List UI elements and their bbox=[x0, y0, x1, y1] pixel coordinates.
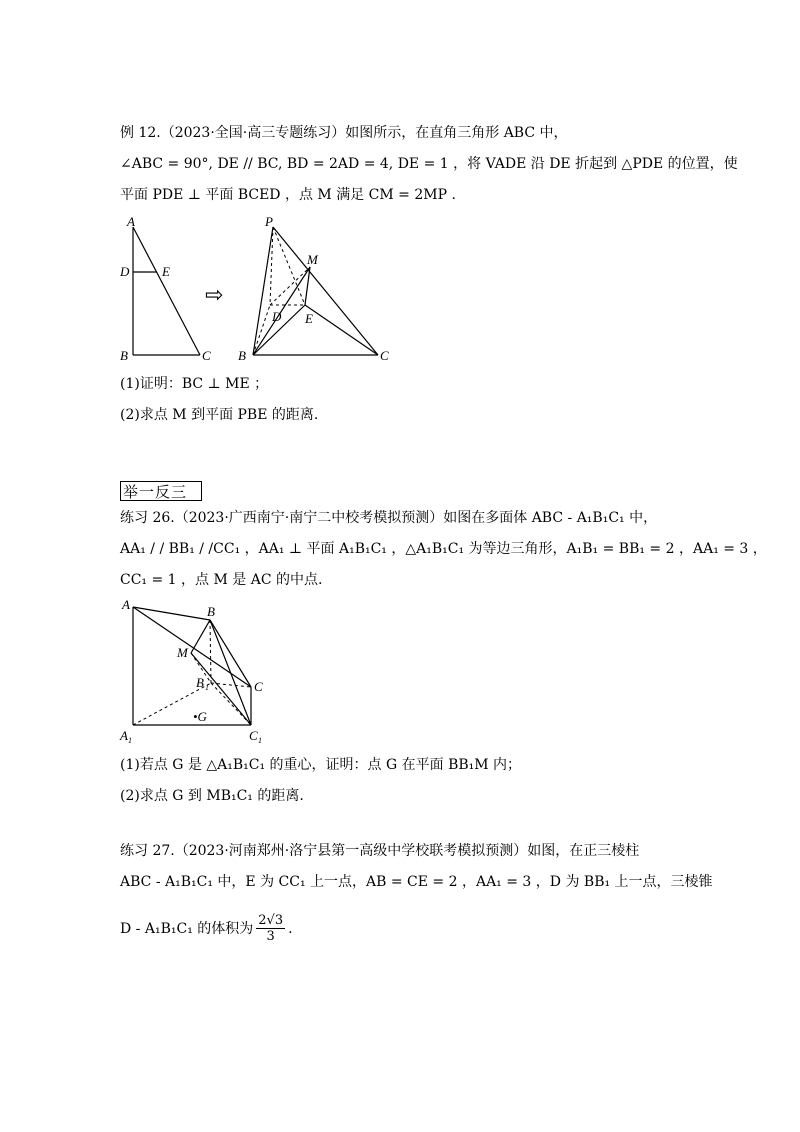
fraction-denominator: 3 bbox=[266, 929, 275, 944]
label-P: P bbox=[265, 214, 273, 229]
label-D2: D bbox=[272, 309, 282, 324]
practice26-question2: (2)求点 G 到 MB₁C₁ 的距离. bbox=[120, 788, 304, 804]
practice26-line2: AA₁ / / BB₁ / /CC₁ ，AA₁ ⊥ 平面 A₁B₁C₁ ，△A₁B₁C₁ 为等边三角形，A₁B₁ = BB₁ = 2 ，AA₁ = 3 ， bbox=[120, 541, 767, 557]
example12-question2: (2)求点 M 到平面 PBE 的距离. bbox=[120, 407, 319, 423]
label-E2: E bbox=[305, 311, 313, 326]
fraction-numerator: 2√3 bbox=[258, 913, 284, 928]
label-B: B bbox=[207, 604, 215, 619]
label-A: A bbox=[122, 597, 130, 612]
label-D: D bbox=[120, 264, 130, 279]
label-A1: A bbox=[120, 728, 128, 743]
label-C2: C bbox=[380, 348, 389, 363]
practice26-line1: 练习 26.（2023·广西南宁·南宁二中校考模拟预测）如图在多面体 ABC - A₁B₁C₁ 中， bbox=[120, 510, 658, 526]
practice27-line3 bbox=[120, 913, 293, 944]
label-B2: B bbox=[238, 348, 246, 363]
example12-line3: 平面 PDE ⊥ 平面 BCED ，点 M 满足 CM = 2MP . bbox=[120, 187, 456, 203]
label-A: A bbox=[127, 214, 135, 229]
practice26-polyhedron-figure bbox=[115, 595, 275, 745]
practice27-line1: 练习 27.（2023·河南郑州·洛宁县第一高级中学校联考模拟预测）如图，在正三棱柱 bbox=[120, 843, 640, 859]
example12-line2: ∠ABC = 90°, DE // BC, BD = 2AD = 4, DE = 1 ，将 VADE 沿 DE 折起到 △PDE 的位置，使 bbox=[120, 156, 738, 172]
volume-fraction bbox=[256, 913, 285, 944]
practice26-question1: (1)若点 G 是 △A₁B₁C₁ 的重心，证明：点 G 在平面 BB₁M 内； bbox=[120, 757, 522, 773]
example12-line1: 例 12.（2023·全国·高三专题练习）如图所示，在直角三角形 ABC 中， bbox=[120, 125, 568, 141]
practice27-line3-suffix: . bbox=[288, 920, 293, 937]
label-C1-sub: 1 bbox=[258, 736, 262, 745]
label-G: •G bbox=[193, 709, 207, 724]
label-B1: B bbox=[196, 675, 204, 690]
label-E: E bbox=[162, 264, 170, 279]
label-B: B bbox=[120, 348, 128, 363]
label-C: C bbox=[202, 348, 211, 363]
example12-pyramid-figure bbox=[235, 215, 395, 365]
label-M: M bbox=[177, 645, 188, 660]
practice27-line3-prefix: D - A₁B₁C₁ 的体积为 bbox=[120, 920, 254, 937]
transform-arrow-icon: ⇨ bbox=[205, 283, 224, 308]
label-M: M bbox=[307, 252, 318, 267]
label-C: C bbox=[254, 679, 263, 694]
practice26-line3: CC₁ = 1 ，点 M 是 AC 的中点. bbox=[120, 572, 323, 588]
section-header: 举一反三 bbox=[120, 481, 202, 501]
label-C1: C bbox=[249, 728, 258, 743]
example12-question1: (1)证明：BC ⊥ ME ； bbox=[120, 376, 269, 392]
label-B1-sub: 1 bbox=[205, 683, 209, 692]
practice27-line2: ABC - A₁B₁C₁ 中，E 为 CC₁ 上一点，AB = CE = 2 ，AA₁ = 3 ，D 为 BB₁ 上一点，三棱锥 bbox=[120, 874, 713, 890]
label-A1-sub: 1 bbox=[128, 736, 132, 745]
